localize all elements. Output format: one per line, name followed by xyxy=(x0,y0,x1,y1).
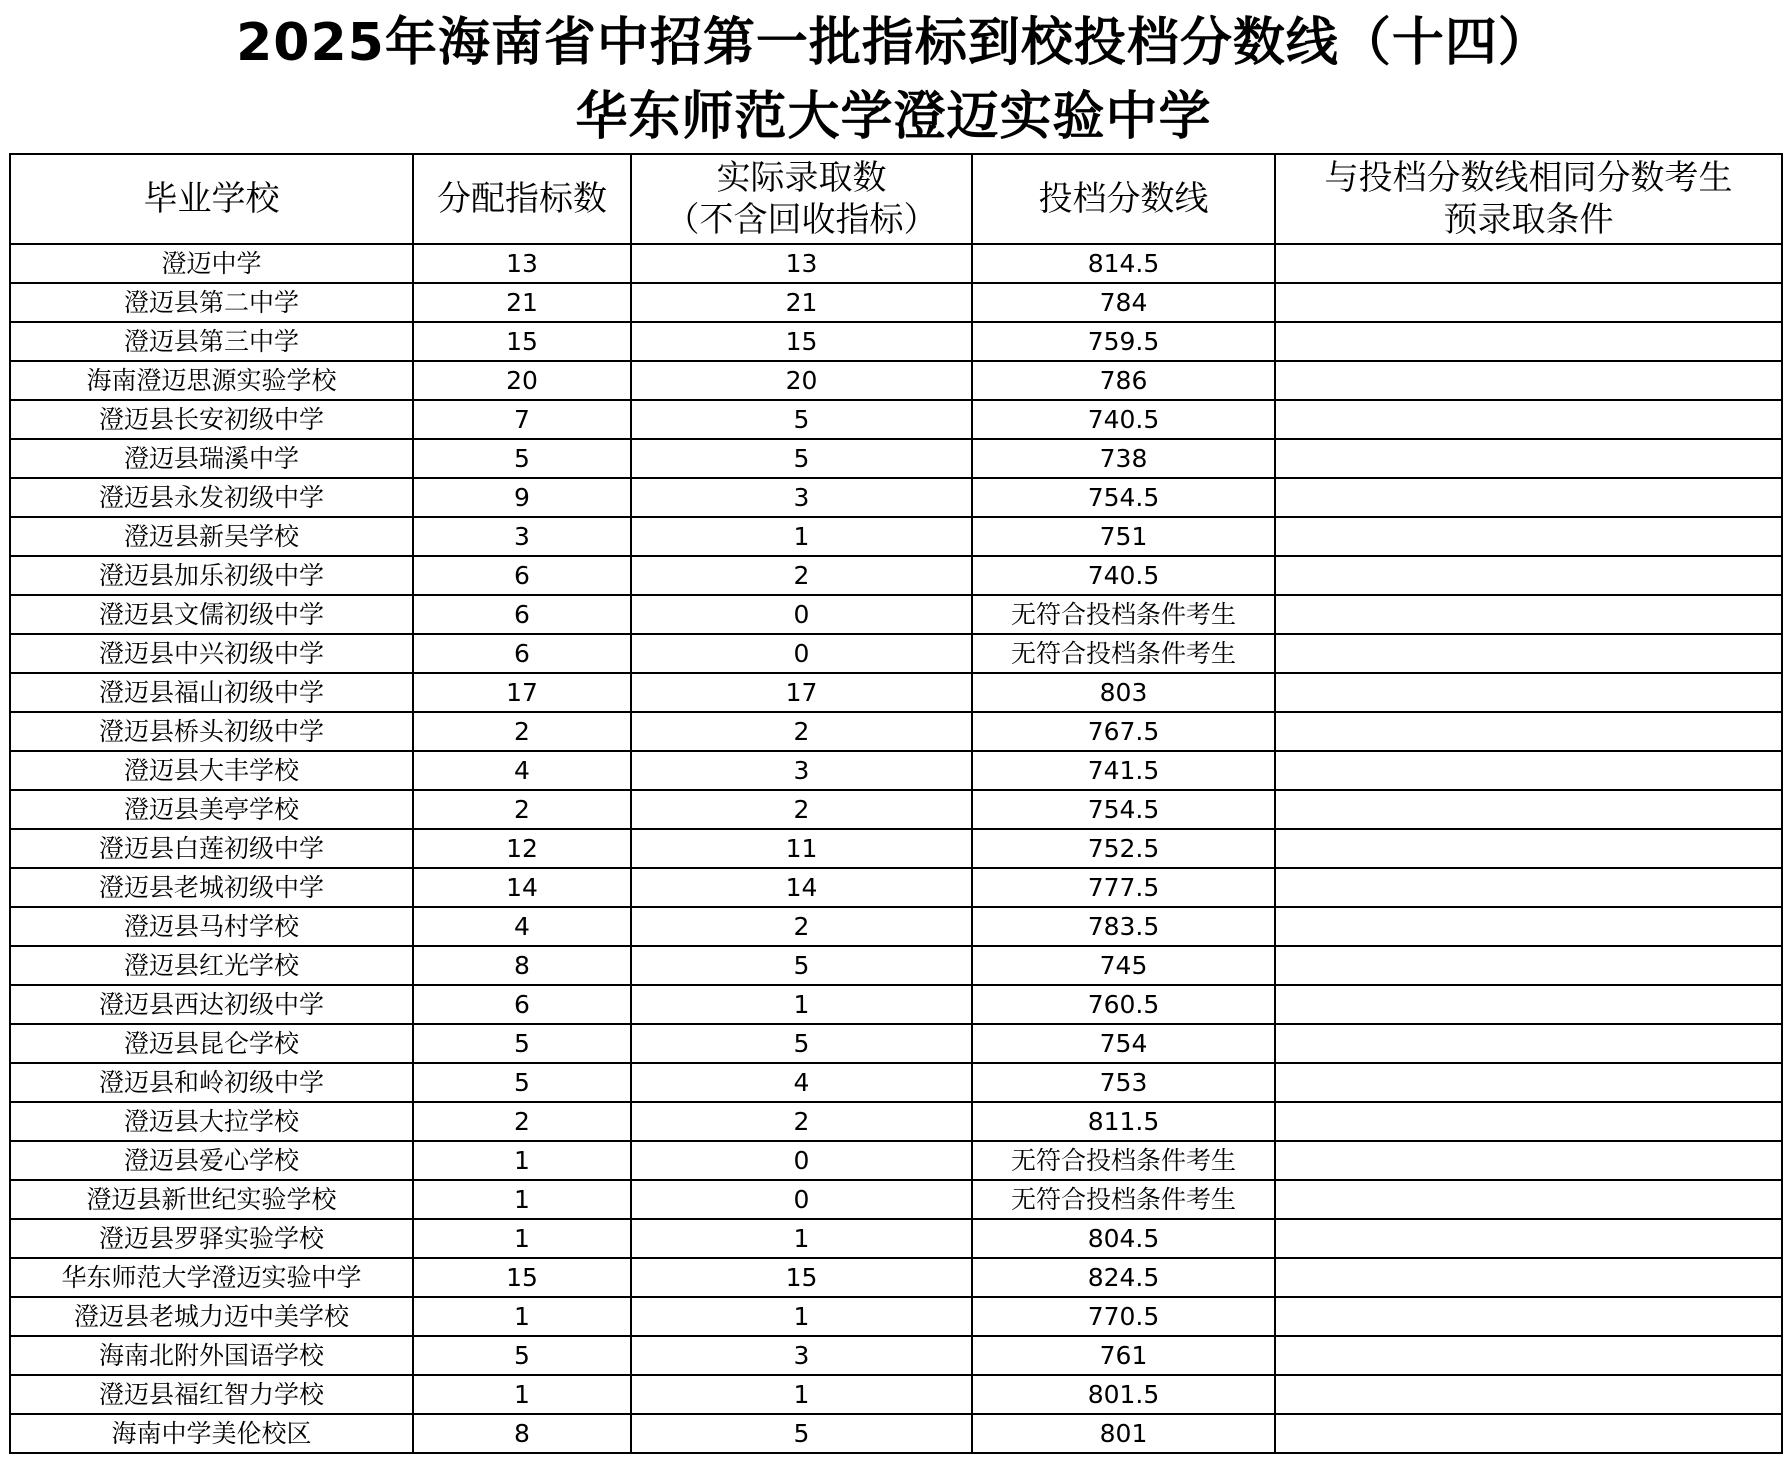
cell-score: 无符合投档条件考生 xyxy=(972,1180,1275,1219)
cell-score: 740.5 xyxy=(972,556,1275,595)
cell-score: 767.5 xyxy=(972,712,1275,751)
cell-quota: 15 xyxy=(413,1258,631,1297)
table-row xyxy=(10,985,1782,1024)
cell-admitted: 5 xyxy=(631,1024,972,1063)
cell-score: 759.5 xyxy=(972,322,1275,361)
cell-condition xyxy=(1275,322,1782,361)
cell-condition xyxy=(1275,1297,1782,1336)
cell-school: 澄迈县爱心学校 xyxy=(10,1141,413,1180)
cell-condition xyxy=(1275,1102,1782,1141)
cell-score: 786 xyxy=(972,361,1275,400)
cell-score: 801.5 xyxy=(972,1375,1275,1414)
cell-condition xyxy=(1275,1063,1782,1102)
cell-score: 804.5 xyxy=(972,1219,1275,1258)
cell-condition xyxy=(1275,1336,1782,1375)
cell-school: 澄迈县第三中学 xyxy=(10,322,413,361)
cell-school: 澄迈县加乐初级中学 xyxy=(10,556,413,595)
cell-score: 761 xyxy=(972,1336,1275,1375)
cell-score: 754 xyxy=(972,1024,1275,1063)
cell-school: 海南北附外国语学校 xyxy=(10,1336,413,1375)
cell-admitted: 14 xyxy=(631,868,972,907)
cell-score: 777.5 xyxy=(972,868,1275,907)
cell-admitted: 0 xyxy=(631,1180,972,1219)
cell-admitted: 21 xyxy=(631,283,972,322)
title-line-2: 华东师范大学澄迈实验中学 xyxy=(575,87,1212,147)
table-row xyxy=(10,400,1782,439)
cell-score: 738 xyxy=(972,439,1275,478)
cell-quota: 5 xyxy=(413,1063,631,1102)
cell-admitted: 1 xyxy=(631,1375,972,1414)
cell-school: 澄迈县昆仑学校 xyxy=(10,1024,413,1063)
cell-quota: 3 xyxy=(413,517,631,556)
cell-condition xyxy=(1275,1180,1782,1219)
cell-school: 澄迈县老城初级中学 xyxy=(10,868,413,907)
header-condition xyxy=(1275,154,1782,244)
cell-quota: 6 xyxy=(413,556,631,595)
table-row xyxy=(10,556,1782,595)
cell-admitted: 2 xyxy=(631,712,972,751)
document-title xyxy=(0,6,1787,154)
cell-school: 海南澄迈思源实验学校 xyxy=(10,361,413,400)
cell-quota: 4 xyxy=(413,907,631,946)
cell-admitted: 0 xyxy=(631,634,972,673)
cell-quota: 1 xyxy=(413,1219,631,1258)
cell-condition xyxy=(1275,1258,1782,1297)
cell-school: 澄迈县长安初级中学 xyxy=(10,400,413,439)
cell-condition xyxy=(1275,751,1782,790)
cell-admitted: 5 xyxy=(631,1414,972,1453)
table-row xyxy=(10,712,1782,751)
admission-score-table xyxy=(9,153,1783,1454)
cell-quota: 20 xyxy=(413,361,631,400)
cell-quota: 2 xyxy=(413,1102,631,1141)
table-row xyxy=(10,829,1782,868)
table-row xyxy=(10,1336,1782,1375)
cell-admitted: 15 xyxy=(631,1258,972,1297)
cell-quota: 1 xyxy=(413,1297,631,1336)
table-row xyxy=(10,1297,1782,1336)
header-admitted xyxy=(631,154,972,244)
table-row xyxy=(10,634,1782,673)
cell-school: 澄迈县美亭学校 xyxy=(10,790,413,829)
cell-admitted: 17 xyxy=(631,673,972,712)
cell-condition xyxy=(1275,829,1782,868)
cell-condition xyxy=(1275,790,1782,829)
cell-score: 740.5 xyxy=(972,400,1275,439)
table-row xyxy=(10,478,1782,517)
cell-quota: 9 xyxy=(413,478,631,517)
cell-score: 770.5 xyxy=(972,1297,1275,1336)
cell-score: 754.5 xyxy=(972,478,1275,517)
cell-school: 澄迈县红光学校 xyxy=(10,946,413,985)
cell-quota: 6 xyxy=(413,634,631,673)
cell-score: 无符合投档条件考生 xyxy=(972,634,1275,673)
cell-admitted: 5 xyxy=(631,400,972,439)
cell-score: 803 xyxy=(972,673,1275,712)
cell-score: 无符合投档条件考生 xyxy=(972,595,1275,634)
cell-school: 澄迈中学 xyxy=(10,244,413,283)
table-row xyxy=(10,517,1782,556)
cell-score: 752.5 xyxy=(972,829,1275,868)
cell-admitted: 11 xyxy=(631,829,972,868)
table-body xyxy=(10,244,1782,1453)
table-row xyxy=(10,1063,1782,1102)
cell-condition xyxy=(1275,556,1782,595)
table-row xyxy=(10,1141,1782,1180)
cell-score: 745 xyxy=(972,946,1275,985)
cell-admitted: 2 xyxy=(631,556,972,595)
cell-school: 澄迈县瑞溪中学 xyxy=(10,439,413,478)
cell-quota: 6 xyxy=(413,985,631,1024)
table-header-row xyxy=(10,154,1782,244)
cell-school: 澄迈县中兴初级中学 xyxy=(10,634,413,673)
table-row xyxy=(10,244,1782,283)
cell-quota: 5 xyxy=(413,439,631,478)
cell-admitted: 3 xyxy=(631,478,972,517)
cell-condition xyxy=(1275,673,1782,712)
cell-condition xyxy=(1275,244,1782,283)
cell-quota: 1 xyxy=(413,1180,631,1219)
cell-admitted: 15 xyxy=(631,322,972,361)
cell-admitted: 5 xyxy=(631,946,972,985)
cell-admitted: 5 xyxy=(631,439,972,478)
cell-condition xyxy=(1275,400,1782,439)
cell-condition xyxy=(1275,478,1782,517)
cell-condition xyxy=(1275,1024,1782,1063)
cell-condition xyxy=(1275,595,1782,634)
cell-admitted: 2 xyxy=(631,790,972,829)
cell-condition xyxy=(1275,712,1782,751)
cell-admitted: 1 xyxy=(631,1219,972,1258)
header-admitted-line1: 实际录取数 xyxy=(716,158,887,198)
cell-school: 澄迈县桥头初级中学 xyxy=(10,712,413,751)
cell-school: 澄迈县大丰学校 xyxy=(10,751,413,790)
cell-quota: 8 xyxy=(413,946,631,985)
table-row xyxy=(10,1102,1782,1141)
cell-school: 澄迈县第二中学 xyxy=(10,283,413,322)
table-row xyxy=(10,1024,1782,1063)
cell-admitted: 2 xyxy=(631,907,972,946)
cell-admitted: 20 xyxy=(631,361,972,400)
cell-quota: 8 xyxy=(413,1414,631,1453)
cell-quota: 2 xyxy=(413,712,631,751)
table-row xyxy=(10,868,1782,907)
cell-condition xyxy=(1275,439,1782,478)
cell-score: 824.5 xyxy=(972,1258,1275,1297)
cell-school: 澄迈县大拉学校 xyxy=(10,1102,413,1141)
cell-quota: 21 xyxy=(413,283,631,322)
cell-condition xyxy=(1275,985,1782,1024)
table-row xyxy=(10,283,1782,322)
cell-school: 澄迈县福红智力学校 xyxy=(10,1375,413,1414)
cell-admitted: 3 xyxy=(631,1336,972,1375)
cell-score: 784 xyxy=(972,283,1275,322)
cell-admitted: 2 xyxy=(631,1102,972,1141)
cell-condition xyxy=(1275,283,1782,322)
cell-score: 760.5 xyxy=(972,985,1275,1024)
cell-condition xyxy=(1275,517,1782,556)
cell-score: 783.5 xyxy=(972,907,1275,946)
table-row xyxy=(10,595,1782,634)
table-row xyxy=(10,1258,1782,1297)
cell-admitted: 1 xyxy=(631,1297,972,1336)
cell-admitted: 13 xyxy=(631,244,972,283)
cell-quota: 12 xyxy=(413,829,631,868)
cell-score: 811.5 xyxy=(972,1102,1275,1141)
cell-quota: 14 xyxy=(413,868,631,907)
table-row xyxy=(10,361,1782,400)
cell-score: 753 xyxy=(972,1063,1275,1102)
cell-school: 海南中学美伦校区 xyxy=(10,1414,413,1453)
cell-score: 814.5 xyxy=(972,244,1275,283)
table-row xyxy=(10,907,1782,946)
cell-score: 801 xyxy=(972,1414,1275,1453)
cell-admitted: 4 xyxy=(631,1063,972,1102)
cell-quota: 5 xyxy=(413,1336,631,1375)
cell-score: 741.5 xyxy=(972,751,1275,790)
table-row xyxy=(10,673,1782,712)
cell-school: 澄迈县罗驿实验学校 xyxy=(10,1219,413,1258)
cell-quota: 1 xyxy=(413,1375,631,1414)
cell-quota: 17 xyxy=(413,673,631,712)
cell-condition xyxy=(1275,907,1782,946)
cell-condition xyxy=(1275,868,1782,907)
cell-school: 澄迈县和岭初级中学 xyxy=(10,1063,413,1102)
cell-school: 澄迈县永发初级中学 xyxy=(10,478,413,517)
cell-quota: 13 xyxy=(413,244,631,283)
cell-quota: 15 xyxy=(413,322,631,361)
cell-admitted: 3 xyxy=(631,751,972,790)
table-row xyxy=(10,751,1782,790)
table-row xyxy=(10,946,1782,985)
cell-school: 澄迈县福山初级中学 xyxy=(10,673,413,712)
table-row xyxy=(10,1414,1782,1453)
cell-school: 澄迈县白莲初级中学 xyxy=(10,829,413,868)
table-row xyxy=(10,1375,1782,1414)
cell-condition xyxy=(1275,1141,1782,1180)
cell-condition xyxy=(1275,1219,1782,1258)
cell-quota: 1 xyxy=(413,1141,631,1180)
header-score: 投档分数线 xyxy=(972,154,1275,244)
cell-quota: 7 xyxy=(413,400,631,439)
cell-score: 754.5 xyxy=(972,790,1275,829)
header-quota: 分配指标数 xyxy=(413,154,631,244)
cell-school: 澄迈县西达初级中学 xyxy=(10,985,413,1024)
cell-admitted: 1 xyxy=(631,985,972,1024)
table-row xyxy=(10,1219,1782,1258)
header-condition-line2: 预录取条件 xyxy=(1443,200,1614,240)
cell-school: 澄迈县文儒初级中学 xyxy=(10,595,413,634)
cell-condition xyxy=(1275,1414,1782,1453)
cell-school: 澄迈县新世纪实验学校 xyxy=(10,1180,413,1219)
table-row xyxy=(10,790,1782,829)
title-line-1: 2025年海南省中招第一批指标到校投档分数线（十四） xyxy=(236,13,1551,73)
header-school: 毕业学校 xyxy=(10,154,413,244)
cell-school: 澄迈县老城力迈中美学校 xyxy=(10,1297,413,1336)
table-row xyxy=(10,322,1782,361)
cell-condition xyxy=(1275,1375,1782,1414)
header-admitted-line2: （不含回收指标） xyxy=(665,200,938,240)
table-row xyxy=(10,439,1782,478)
cell-condition xyxy=(1275,634,1782,673)
table-row xyxy=(10,1180,1782,1219)
header-condition-line1: 与投档分数线相同分数考生 xyxy=(1324,158,1733,198)
cell-quota: 5 xyxy=(413,1024,631,1063)
cell-condition xyxy=(1275,946,1782,985)
cell-score: 751 xyxy=(972,517,1275,556)
cell-school: 澄迈县马村学校 xyxy=(10,907,413,946)
cell-admitted: 1 xyxy=(631,517,972,556)
cell-school: 澄迈县新吴学校 xyxy=(10,517,413,556)
cell-condition xyxy=(1275,361,1782,400)
cell-admitted: 0 xyxy=(631,595,972,634)
cell-school: 华东师范大学澄迈实验中学 xyxy=(10,1258,413,1297)
cell-score: 无符合投档条件考生 xyxy=(972,1141,1275,1180)
cell-quota: 4 xyxy=(413,751,631,790)
cell-admitted: 0 xyxy=(631,1141,972,1180)
cell-quota: 2 xyxy=(413,790,631,829)
cell-quota: 6 xyxy=(413,595,631,634)
